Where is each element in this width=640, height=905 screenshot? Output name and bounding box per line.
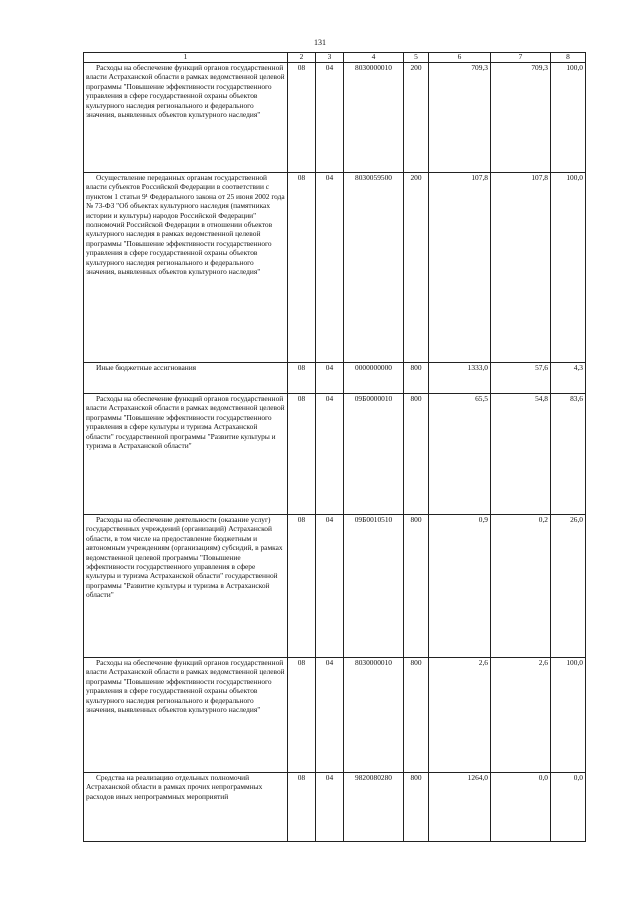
row-planned: 65,5	[429, 394, 491, 515]
row-target-code: 0000000000	[344, 363, 404, 394]
row-target-code: 8030000010	[344, 658, 404, 773]
row-name: Расходы на обеспечение функций органов государственной власти Астраханской области в рамках ведомственной целевой программы "Повышение эффективности государственного управления в сфере государственной охраны объектов культурного наследия регионального и федерального значения, выявленных объектов культурного наследия"	[84, 658, 288, 773]
header-cell: 6	[429, 53, 491, 63]
row-expense-type: 200	[404, 173, 429, 363]
row-name: Средства на реализацию отдельных полномочий Астраханской области в рамках прочих непрограммных расходов иных непрограммных мероприятий	[84, 773, 288, 842]
row-expense-type: 800	[404, 515, 429, 658]
row-percent: 0,0	[551, 773, 586, 842]
row-planned: 1264,0	[429, 773, 491, 842]
budget-table	[83, 52, 586, 842]
row-target-code: 09Б0010510	[344, 515, 404, 658]
row-executed: 0,0	[491, 773, 551, 842]
row-executed: 107,8	[491, 173, 551, 363]
row-expense-type: 200	[404, 63, 429, 173]
row-subsection: 04	[316, 394, 344, 515]
row-planned: 107,8	[429, 173, 491, 363]
row-executed: 54,8	[491, 394, 551, 515]
table-header-row	[84, 53, 586, 63]
row-section: 08	[288, 394, 316, 515]
row-subsection: 04	[316, 363, 344, 394]
row-target-code: 8030059500	[344, 173, 404, 363]
header-cell: 2	[288, 53, 316, 63]
row-subsection: 04	[316, 773, 344, 842]
row-target-code: 9820080280	[344, 773, 404, 842]
row-subsection: 04	[316, 658, 344, 773]
row-executed: 2,6	[491, 658, 551, 773]
header-cell: 7	[491, 53, 551, 63]
row-planned: 2,6	[429, 658, 491, 773]
row-expense-type: 800	[404, 394, 429, 515]
row-executed: 0,2	[491, 515, 551, 658]
header-cell: 1	[84, 53, 288, 63]
header-cell: 3	[316, 53, 344, 63]
row-subsection: 04	[316, 63, 344, 173]
row-section: 08	[288, 515, 316, 658]
row-percent: 100,0	[551, 63, 586, 173]
row-target-code: 8030000010	[344, 63, 404, 173]
page-number: 131	[314, 38, 326, 47]
row-subsection: 04	[316, 173, 344, 363]
row-planned: 709,3	[429, 63, 491, 173]
table-row	[84, 515, 586, 658]
table-row	[84, 658, 586, 773]
row-planned: 0,9	[429, 515, 491, 658]
header-cell: 4	[344, 53, 404, 63]
header-cell: 8	[551, 53, 586, 63]
row-name: Иные бюджетные ассигнования	[84, 363, 288, 394]
row-section: 08	[288, 63, 316, 173]
row-percent: 26,0	[551, 515, 586, 658]
row-section: 08	[288, 173, 316, 363]
row-name: Расходы на обеспечение функций органов государственной власти Астраханской области в рамках ведомственной целевой программы "Повышение эффективности государственного управления в сфере культуры и туризма Астраханской области" государственной программы "Развитие культуры и туризма в Астраханской области"	[84, 394, 288, 515]
row-executed: 709,3	[491, 63, 551, 173]
row-executed: 57,6	[491, 363, 551, 394]
table-row	[84, 63, 586, 173]
row-planned: 1333,0	[429, 363, 491, 394]
table-row	[84, 173, 586, 363]
row-name: Расходы на обеспечение функций органов государственной власти Астраханской области в рамках ведомственной целевой программы "Повышение эффективности государственного управления в сфере государственной охраны объектов культурного наследия регионального и федерального значения, выявленных объектов культурного наследия"	[84, 63, 288, 173]
row-target-code: 09Б0000010	[344, 394, 404, 515]
table-row	[84, 394, 586, 515]
row-section: 08	[288, 363, 316, 394]
row-expense-type: 800	[404, 363, 429, 394]
row-percent: 4,3	[551, 363, 586, 394]
table-row	[84, 363, 586, 394]
row-percent: 100,0	[551, 173, 586, 363]
row-percent: 100,0	[551, 658, 586, 773]
table-row	[84, 773, 586, 842]
row-expense-type: 800	[404, 658, 429, 773]
row-expense-type: 800	[404, 773, 429, 842]
row-section: 08	[288, 773, 316, 842]
header-cell: 5	[404, 53, 429, 63]
row-subsection: 04	[316, 515, 344, 658]
row-name: Расходы на обеспечение деятельности (оказание услуг) государственных учреждений (организаций) Астраханской области, в том числе на предоставление бюджетным и автономным учреждениям (организациям) субсидий, в рамках ведомственной целевой программы "Повышение эффективности государственного управления в сфере культуры и туризма Астраханской области" государственной программы "Развитие культуры и туризма в Астраханской области"	[84, 515, 288, 658]
row-name: Осуществление переданных органам государственной власти субъектов Российской Федерации в соответствии с пунктом 1 статьи 9¹ Федерального закона от 25 июня 2002 года № 73-ФЗ "Об объектах культурного наследия (памятниках истории и культуры) народов Российской Федерации" полномочий Российской Федерации в отношении объектов культурного наследия в рамках ведомственной целевой программы "Повышение эффективности государственного управления в сфере государственной охраны объектов культурного наследия регионального и федерального значения, выявленных объектов культурного наследия"	[84, 173, 288, 363]
row-section: 08	[288, 658, 316, 773]
row-percent: 83,6	[551, 394, 586, 515]
